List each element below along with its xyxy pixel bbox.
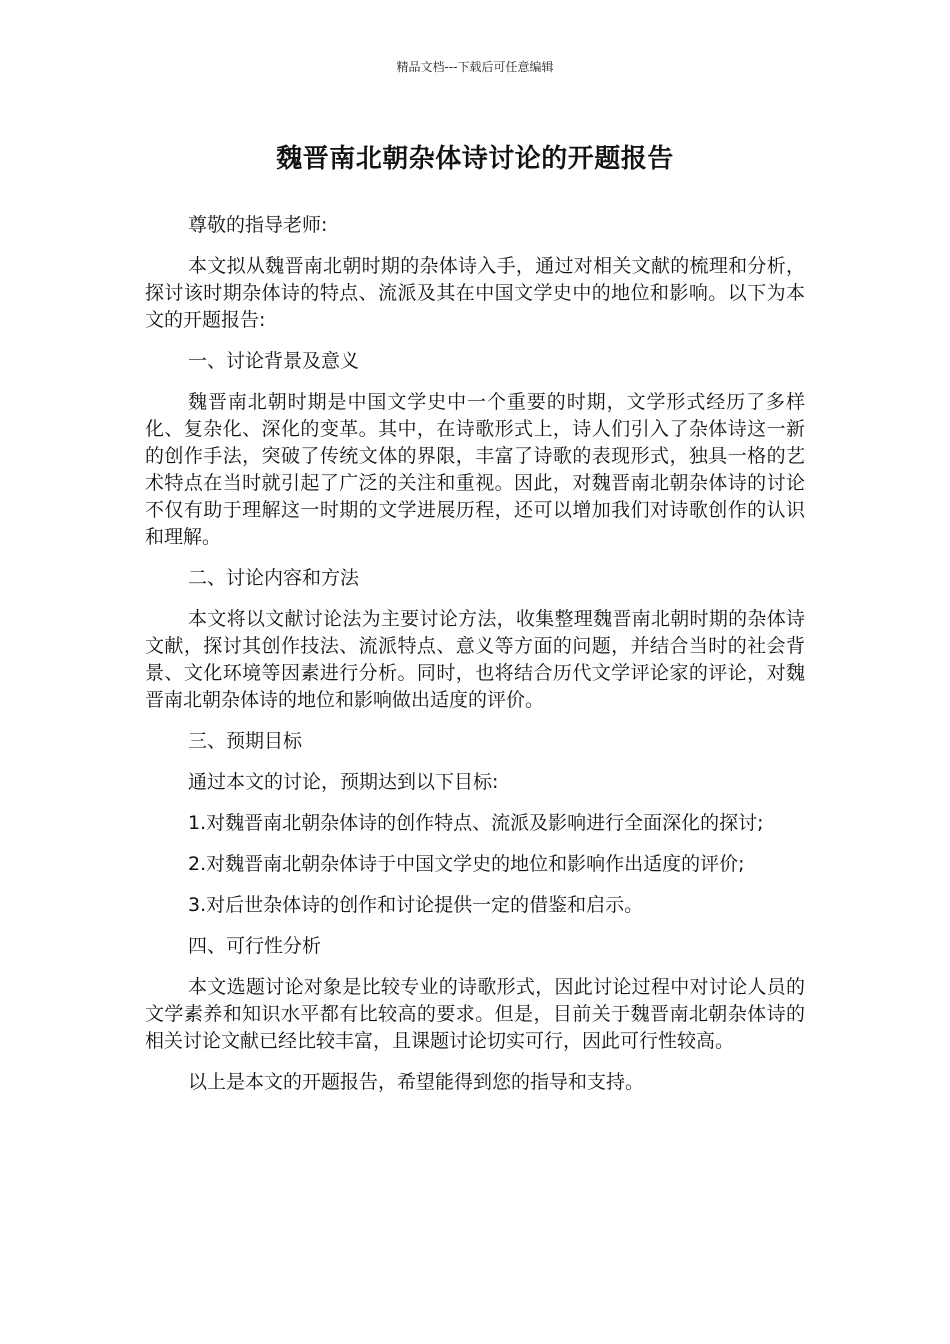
background-paragraph: 魏晋南北朝时期是中国文学史中一个重要的时期，文学形式经历了多样化、复杂化、深化的变革。其中，在诗歌形式上，诗人们引入了杂体诗这一新的创作手法，突破了传统文体的界限，丰富了诗歌的表现形式，独具一格的艺术特点在当时就引起了广泛的关注和重视。因此，对魏晋南北朝杂体诗的讨论不仅有助于理解这一时期的文学进展历程，还可以增加我们对诗歌创作的认识和理解。 — [145, 391, 805, 548]
section-heading-content-method: 二、讨论内容和方法 — [188, 567, 360, 589]
intro-paragraph: 本文拟从魏晋南北朝时期的杂体诗入手，通过对相关文献的梳理和分析，探讨该时期杂体诗的特点、流派及其在中国文学史中的地位和影响。以下为本文的开题报告: — [145, 255, 805, 331]
section-heading-background: 一、讨论背景及意义 — [188, 350, 360, 372]
goal-item: 3.对后世杂体诗的创作和讨论提供一定的借鉴和启示。 — [188, 894, 644, 916]
header-note: 精品文档---下载后可任意编辑 — [396, 60, 554, 74]
content-method-paragraph: 本文将以文献讨论法为主要讨论方法，收集整理魏晋南北朝时期的杂体诗文献，探讨其创作技法、流派特点、意义等方面的问题，并结合当时的社会背景、文化环境等因素进行分析。同时，也将结合历代文学评论家的评论，对魏晋南北朝杂体诗的地位和影响做出适度的评价。 — [145, 608, 805, 711]
goals-intro-paragraph: 通过本文的讨论，预期达到以下目标: — [188, 771, 499, 793]
section-heading-goals: 三、预期目标 — [188, 730, 303, 752]
feasibility-paragraph: 本文选题讨论对象是比较专业的诗歌形式，因此讨论过程中对讨论人员的文学素养和知识水平都有比较高的要求。但是，目前关于魏晋南北朝杂体诗的相关讨论文献已经比较丰富，且课题讨论切实可行，因此可行性较高。 — [145, 976, 805, 1052]
goal-item: 2.对魏晋南北朝杂体诗于中国文学史的地位和影响作出适度的评价; — [188, 853, 745, 875]
closing-paragraph: 以上是本文的开题报告，希望能得到您的指导和支持。 — [188, 1071, 645, 1093]
goal-item: 1.对魏晋南北朝杂体诗的创作特点、流派及影响进行全面深化的探讨; — [188, 812, 764, 834]
salutation: 尊敬的指导老师: — [188, 214, 328, 236]
document-body — [145, 212, 805, 1110]
section-heading-feasibility: 四、可行性分析 — [188, 935, 322, 957]
document-title: 魏晋南北朝杂体诗讨论的开题报告 — [276, 144, 674, 174]
